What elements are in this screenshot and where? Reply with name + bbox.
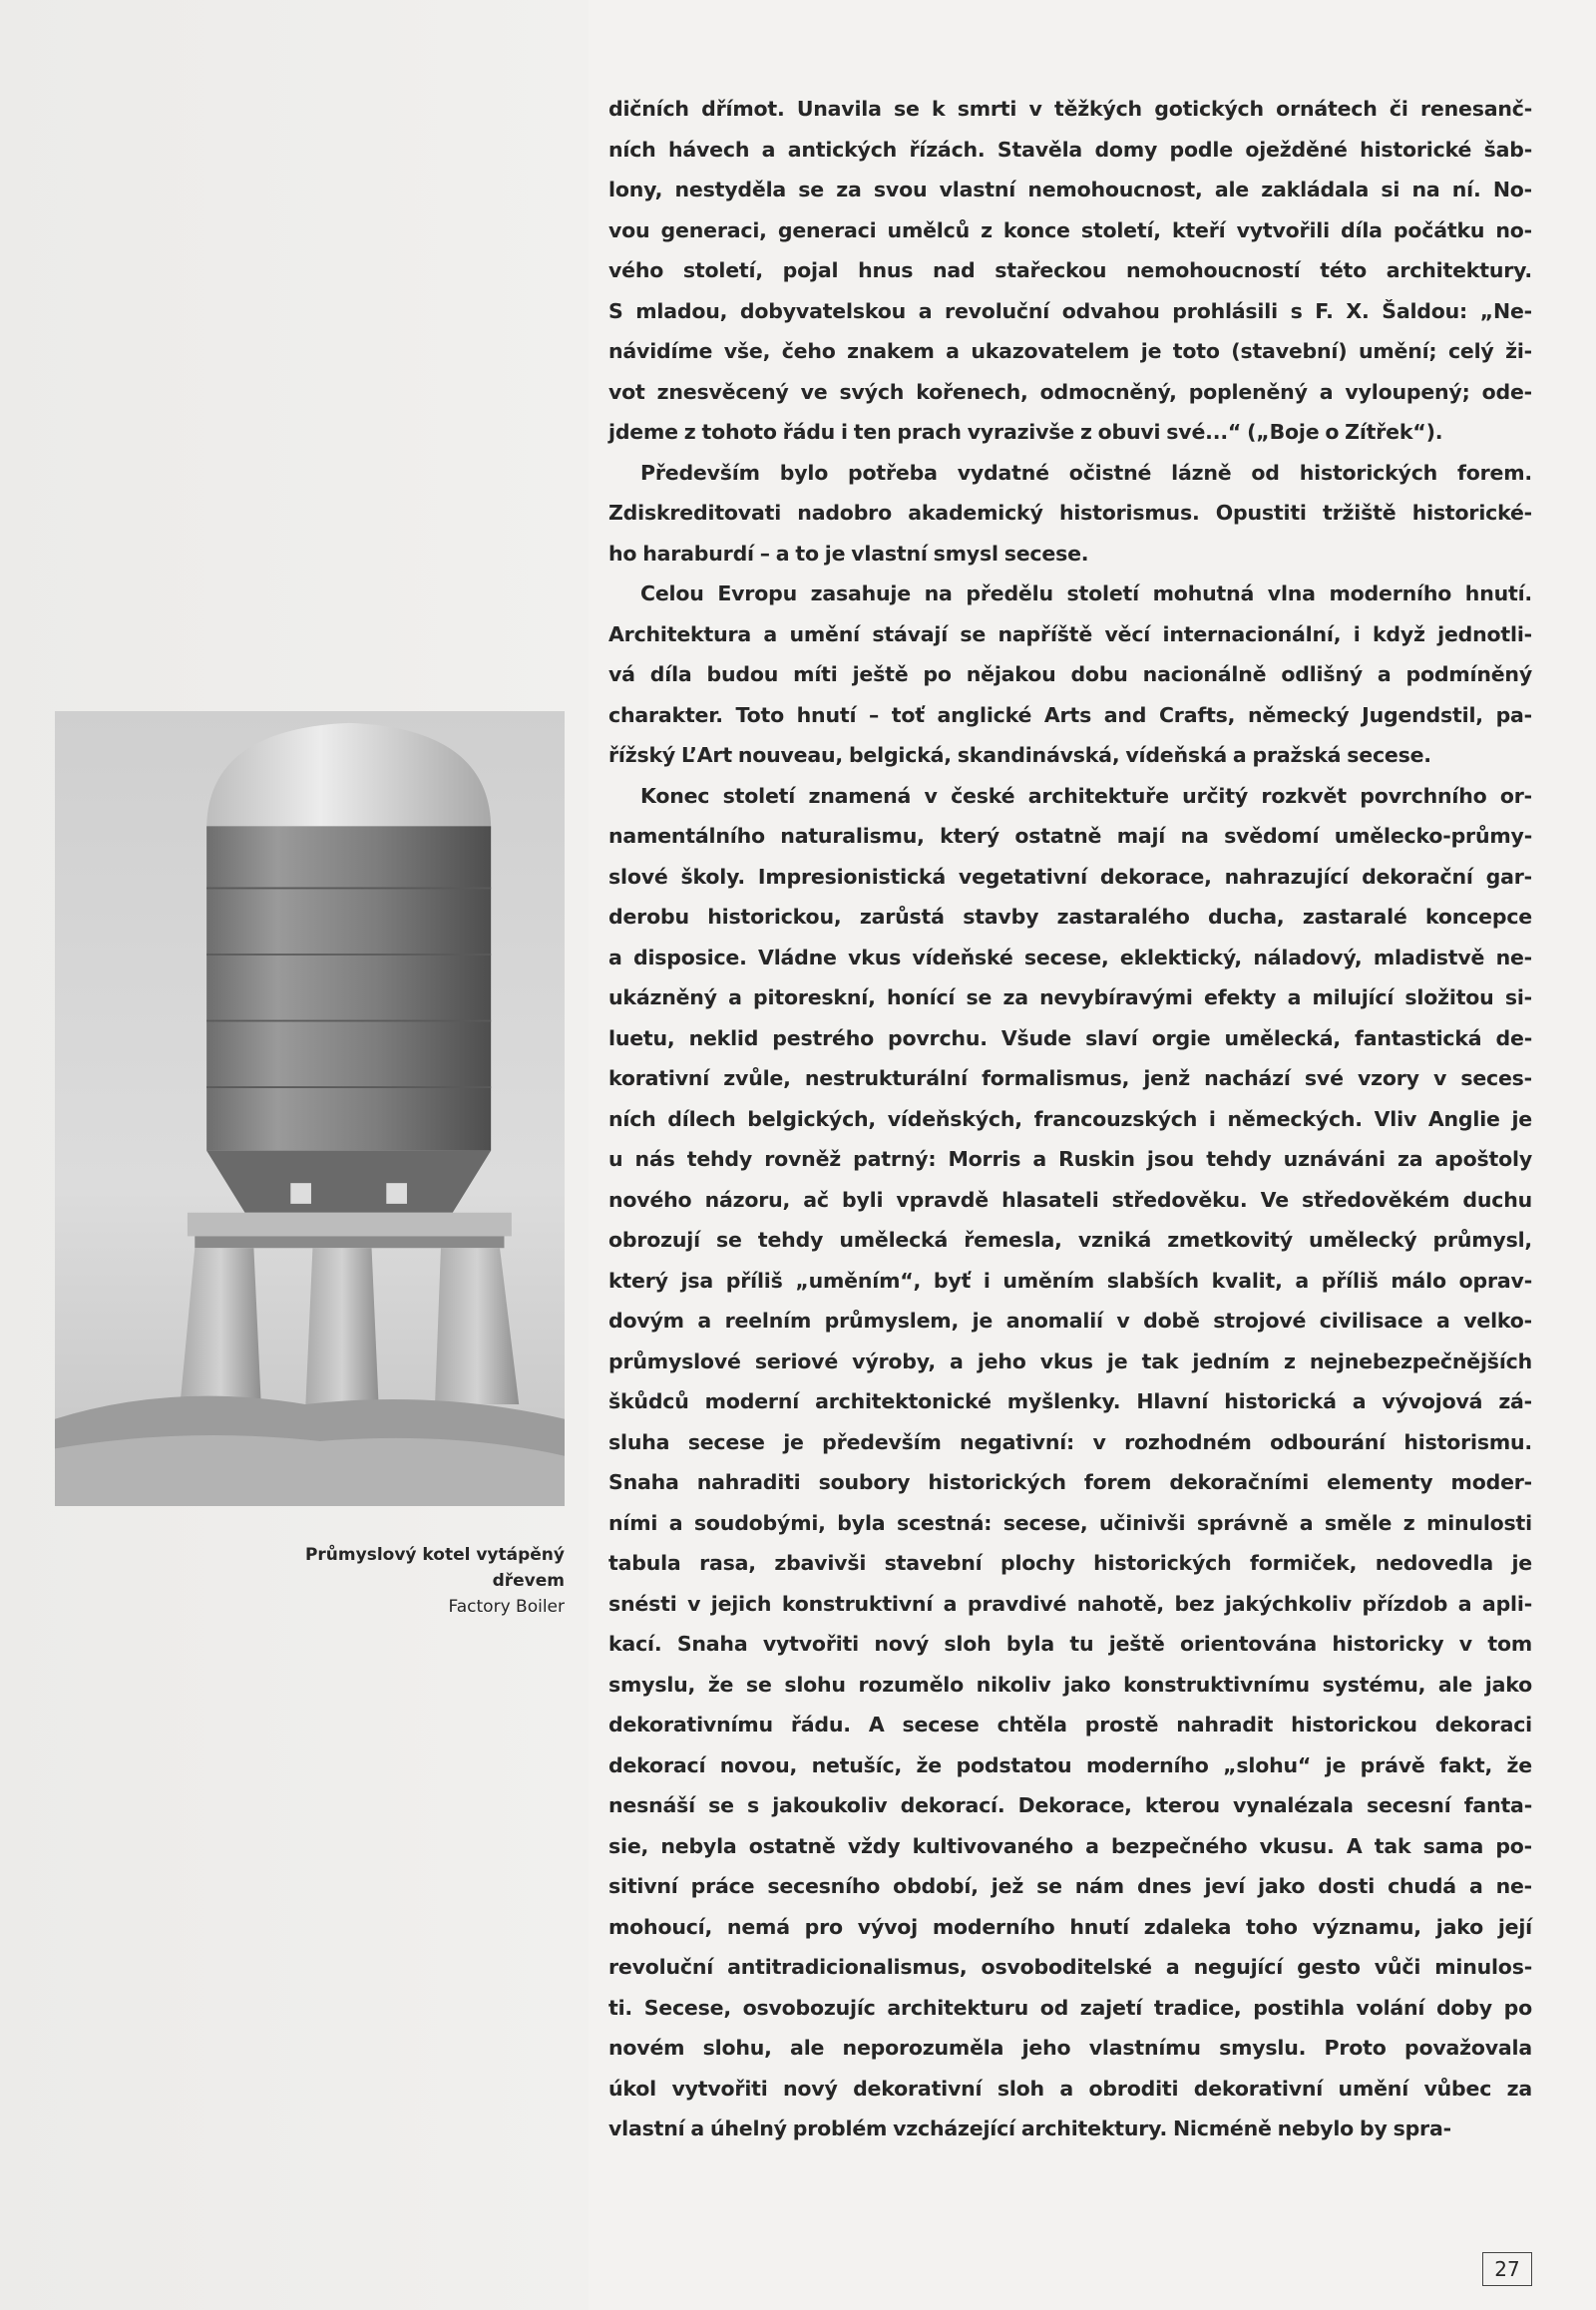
text-line: sluha secese je především negativní: v rozhodném odbourání historismu. <box>608 1429 1532 1454</box>
body-text <box>608 89 1532 2149</box>
paragraph <box>608 453 1532 575</box>
text-line: vá díla budou míti ještě po nějakou dobu nacionálně odlišný a podmíněný <box>608 662 1532 686</box>
text-line: Konec století znamená v české architektuře určitý rozkvět povrchního or- <box>640 783 1532 808</box>
text-line: úkol vytvořiti nový dekorativní sloh a obroditi dekorativní umění vůbec za <box>608 2076 1532 2101</box>
text-line: namentálního naturalismu, který ostatně mají na svědomí umělecko-průmy- <box>608 824 1532 848</box>
text-line: sitivní práce secesního období, jež se nám dnes jeví jako dosti chudá a ne- <box>608 1874 1532 1898</box>
text-line: charakter. Toto hnutí – toť anglické Arts and Crafts, německý Jugendstil, pa- <box>608 702 1532 727</box>
text-line: snésti v jejich konstruktivní a pravdivé nahotě, bez jakýchkoliv přízdob a apli- <box>608 1591 1532 1616</box>
text-line: ho haraburdí – a to je vlastní smysl secese. <box>608 541 1089 566</box>
text-line: ti. Secese, osvobozujíc architekturu od zajetí tradice, postihla volání doby po <box>608 1995 1532 2020</box>
text-line: smyslu, že se slohu rozumělo nikoliv jako konstruktivnímu systému, ale jako <box>608 1672 1532 1697</box>
text-line: S mladou, dobyvatelskou a revoluční odvahou prohlásili s F. X. Šaldou: „Ne- <box>608 298 1532 323</box>
text-line: slové školy. Impresionistická vegetativní dekorace, nahrazující dekorační gar- <box>608 864 1532 889</box>
text-line: revoluční antitradicionalismus, osvoboditelské a negující gesto vůči minulos- <box>608 1955 1532 1979</box>
text-line: kací. Snaha vytvořiti nový sloh byla tu ještě orientována historicky v tom <box>608 1632 1532 1656</box>
paragraph <box>608 574 1532 776</box>
text-line: novém slohu, ale neporozuměla jeho vlastnímu smyslu. Proto považovala <box>608 2036 1532 2060</box>
text-line: a disposice. Vládne vkus vídeňské secese, eklektický, náladový, mladistvě ne- <box>608 945 1532 969</box>
text-line: dovým a reelním průmyslem, je anomalií v době strojové civilisace a velko- <box>608 1309 1532 1333</box>
text-line: Snaha nahraditi soubory historických forem dekoračními elementy moder- <box>608 1470 1532 1494</box>
text-line: vlastní a úhelný problém vzcházející architektury. Nicméně nebylo by spra- <box>608 2117 1451 2140</box>
factory-boiler-photo <box>55 711 565 1506</box>
paragraph <box>608 776 1532 2149</box>
photo-caption <box>259 1542 565 1620</box>
text-line: ukázněný a pitoreskní, honící se za nevybíravými efekty a milující složitou si- <box>608 985 1532 1009</box>
text-line: sie, nebyla ostatně vždy kultivovaného a bezpečného vkusu. A tak sama po- <box>608 1833 1532 1858</box>
text-line: Zdiskreditovati nadobro akademický historismus. Opustiti tržiště historické- <box>608 501 1532 525</box>
text-line: u nás tehdy rovněž patrný: Morris a Ruskin jsou tehdy uznáváni za apoštoly <box>608 1147 1532 1171</box>
page-number: 27 <box>1482 2252 1532 2286</box>
text-line: průmyslové seriové výroby, a jeho vkus je tak jedním z nejnebezpečnějších <box>608 1348 1532 1373</box>
paragraph <box>608 89 1532 453</box>
text-line: ními a soudobými, byla scestná: secese, učinivši správně a směle z minulosti <box>608 1510 1532 1535</box>
text-line: nesnáší se s jakoukoliv dekorací. Dekorace, kterou vynalézala secesní fanta- <box>608 1793 1532 1817</box>
text-line: ních dílech belgických, vídeňských, francouzských i německých. Vliv Anglie je <box>608 1106 1532 1131</box>
text-line: Architektura a umění stávají se napříště věcí internacionální, i když jednotli- <box>608 621 1532 646</box>
caption-title-en: Factory Boiler <box>448 1597 565 1617</box>
text-line: vot znesvěcený ve svých kořenech, odmocněný, popleněný a vyloupený; ode- <box>608 379 1532 404</box>
caption-title-cz-line2: dřevem <box>492 1571 565 1591</box>
text-line: vého století, pojal hnus nad stařeckou nemohoucností této architektury. <box>608 258 1532 282</box>
text-line: jdeme z tohoto řádu i ten prach vyrazivše z obuvi své...“ („Boje o Zítřek“). <box>608 420 1443 444</box>
text-line: obrozují se tehdy umělecká řemesla, vzniká zmetkovitý umělecký průmysl, <box>608 1228 1532 1252</box>
text-line: Celou Evropu zasahuje na předělu století mohutná vlna moderního hnutí. <box>640 581 1532 605</box>
text-line: Především bylo potřeba vydatné očistné lázně od historických forem. <box>640 460 1532 485</box>
text-line: tabula rasa, zbavivši stavební plochy historických formiček, nedovedla je <box>608 1551 1532 1575</box>
text-line: řížský L’Art nouveau, belgická, skandinávská, vídeňská a pražská secese. <box>608 743 1431 767</box>
caption-title-cz-line1: Průmyslový kotel vytápěný <box>304 1545 565 1565</box>
text-line: návidíme vše, čeho znakem a ukazovatelem je toto (stavební) umění; celý ži- <box>608 339 1532 363</box>
text-line: mohoucí, nemá pro vývoj moderního hnutí zdaleka toho významu, jako její <box>608 1914 1532 1939</box>
text-line: škůdců moderní architektonické myšlenky. Hlavní historická a vývojová zá- <box>608 1389 1532 1413</box>
text-line: ních hávech a antických řízách. Stavěla domy podle oježděné historické šab- <box>608 137 1532 162</box>
text-line: derobu historickou, zarůstá stavby zastaralého ducha, zastaralé koncepce <box>608 905 1532 929</box>
text-line: vou generaci, generaci umělců z konce století, kteří vytvořili díla počátku no- <box>608 217 1532 242</box>
text-line: který jsa příliš „uměním“, byť i uměním slabších kvalit, a příliš málo oprav- <box>608 1268 1532 1293</box>
text-line: lony, nestyděla se za svou vlastní nemohoucnost, ale zakládala si na ní. No- <box>608 178 1532 201</box>
text-line: dičních dřímot. Unavila se k smrti v těžkých gotických ornátech či renesanč- <box>608 97 1532 121</box>
text-line: dekorací novou, netušíc, že podstatou moderního „slohu“ je právě fakt, že <box>608 1752 1532 1777</box>
text-line: korativní zvůle, nestrukturální formalismus, jenž nachází své vzory v seces- <box>608 1066 1532 1090</box>
text-line: luetu, neklid pestrého povrchu. Všude slaví orgie umělecká, fantastická de- <box>608 1025 1532 1050</box>
text-line: dekorativnímu řádu. A secese chtěla prostě nahradit historickou dekoraci <box>608 1713 1532 1736</box>
boiler-illustration <box>55 711 565 1506</box>
text-line: nového názoru, ač byli vpravdě hlasateli středověku. Ve středověkém duchu <box>608 1187 1532 1212</box>
